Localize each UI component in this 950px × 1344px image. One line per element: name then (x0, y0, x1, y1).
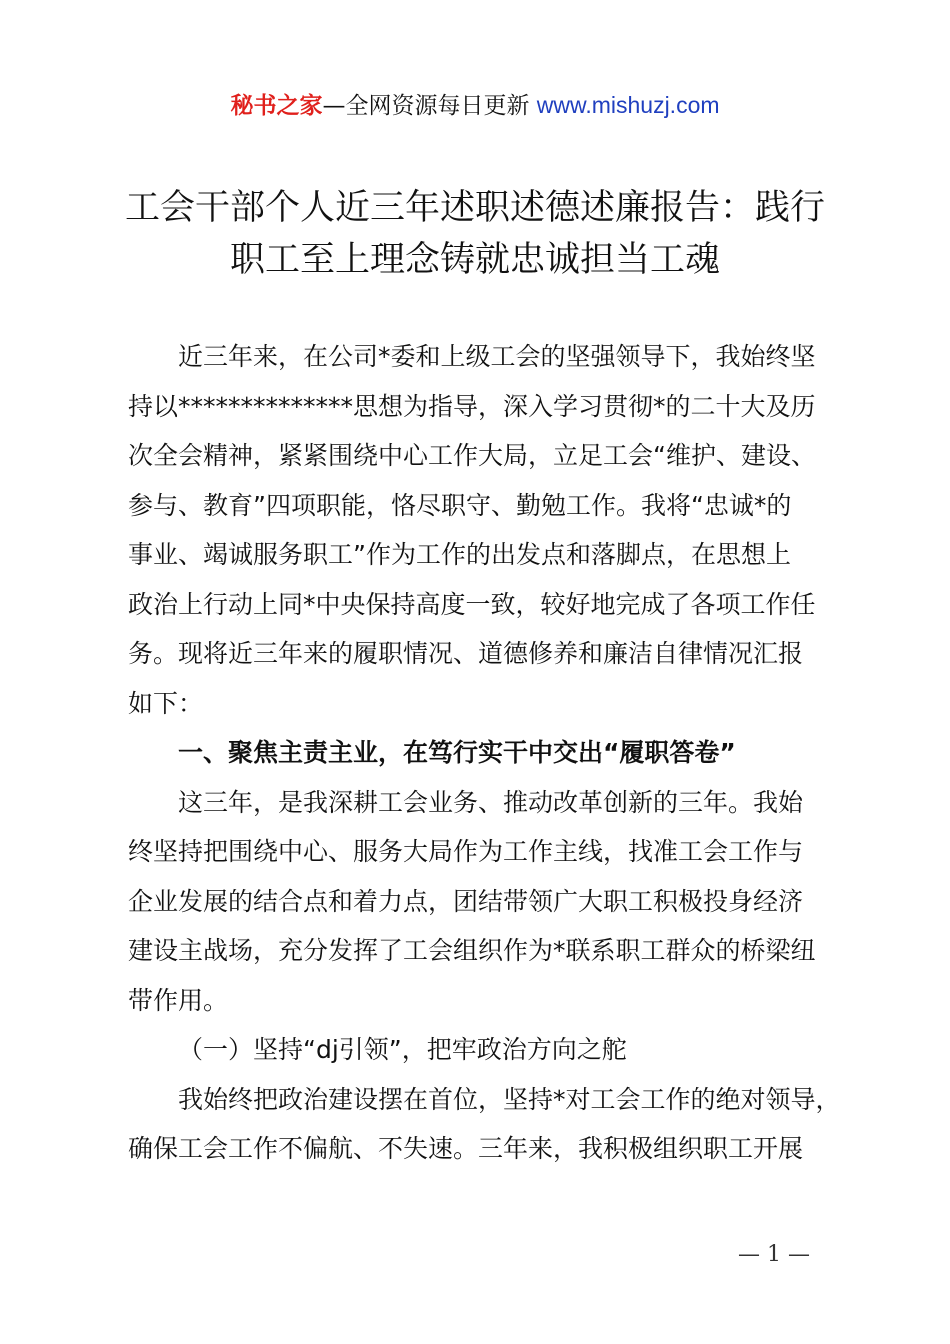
document-body (128, 332, 852, 1174)
header-tagline: —全网资源每日更新 (322, 93, 537, 119)
paragraph-line: 终坚持把围绕中心、服务大局作为工作主线，找准工会工作与 (128, 837, 804, 866)
paragraph-line: 这三年，是我深耕工会业务、推动改革创新的三年。我始 (178, 787, 804, 817)
paragraph-line: 建设主战场，充分发挥了工会组织作为*联系职工群众的桥梁纽 (128, 936, 816, 965)
document-title (110, 182, 840, 286)
brand-name: 秘书之家 (230, 93, 323, 119)
page-number: — 1 — (738, 1242, 810, 1267)
site-header (0, 88, 950, 123)
paragraph-line: 我始终把政治建设摆在首位，坚持*对工会工作的绝对领导， (178, 1084, 841, 1114)
title-line-2: 职工至上理念铸就忠诚担当工魂 (229, 240, 720, 280)
paragraph-line: 带作用。 (128, 985, 229, 1015)
paragraph-line: 事业、竭诚服务职工”作为工作的出发点和落脚点，在思想上 (128, 540, 791, 569)
site-url-link[interactable]: www.mishuzj.com (536, 92, 720, 118)
paragraph-line: 企业发展的结合点和着力点，团结带领广大职工积极投身经济 (128, 886, 804, 916)
subsection-heading-1: （一）坚持“dj引领”，把牢政治方向之舵 (178, 1035, 627, 1064)
paragraph-line: 政治上行动上同*中央保持高度一致，较好地完成了各项工作任 (128, 589, 816, 619)
paragraph-line: 参与、教育”四项职能，恪尽职守、勤勉工作。我将“忠诚*的 (128, 490, 792, 520)
paragraph-line: 务。现将近三年来的履职情况、道德修养和廉洁自律情况汇报 (128, 639, 804, 668)
section-heading-1: 一、聚焦主责主业，在笃行实干中交出“履职答卷” (178, 738, 736, 767)
title-line-1: 工会干部个人近三年述职述德述廉报告：践行 (124, 188, 825, 228)
paragraph-line: 确保工会工作不偏航、不失速。三年来，我积极组织职工开展 (128, 1134, 804, 1163)
paragraph-line: 持以**************思想为指导，深入学习贯彻*的二十大及历 (128, 391, 816, 421)
paragraph-line: 近三年来，在公司*委和上级工会的坚强领导下，我始终坚 (178, 342, 816, 371)
paragraph-line: 如下： (128, 688, 204, 718)
paragraph-line: 次全会精神，紧紧围绕中心工作大局，立足工会“维护、建设、 (128, 441, 816, 470)
